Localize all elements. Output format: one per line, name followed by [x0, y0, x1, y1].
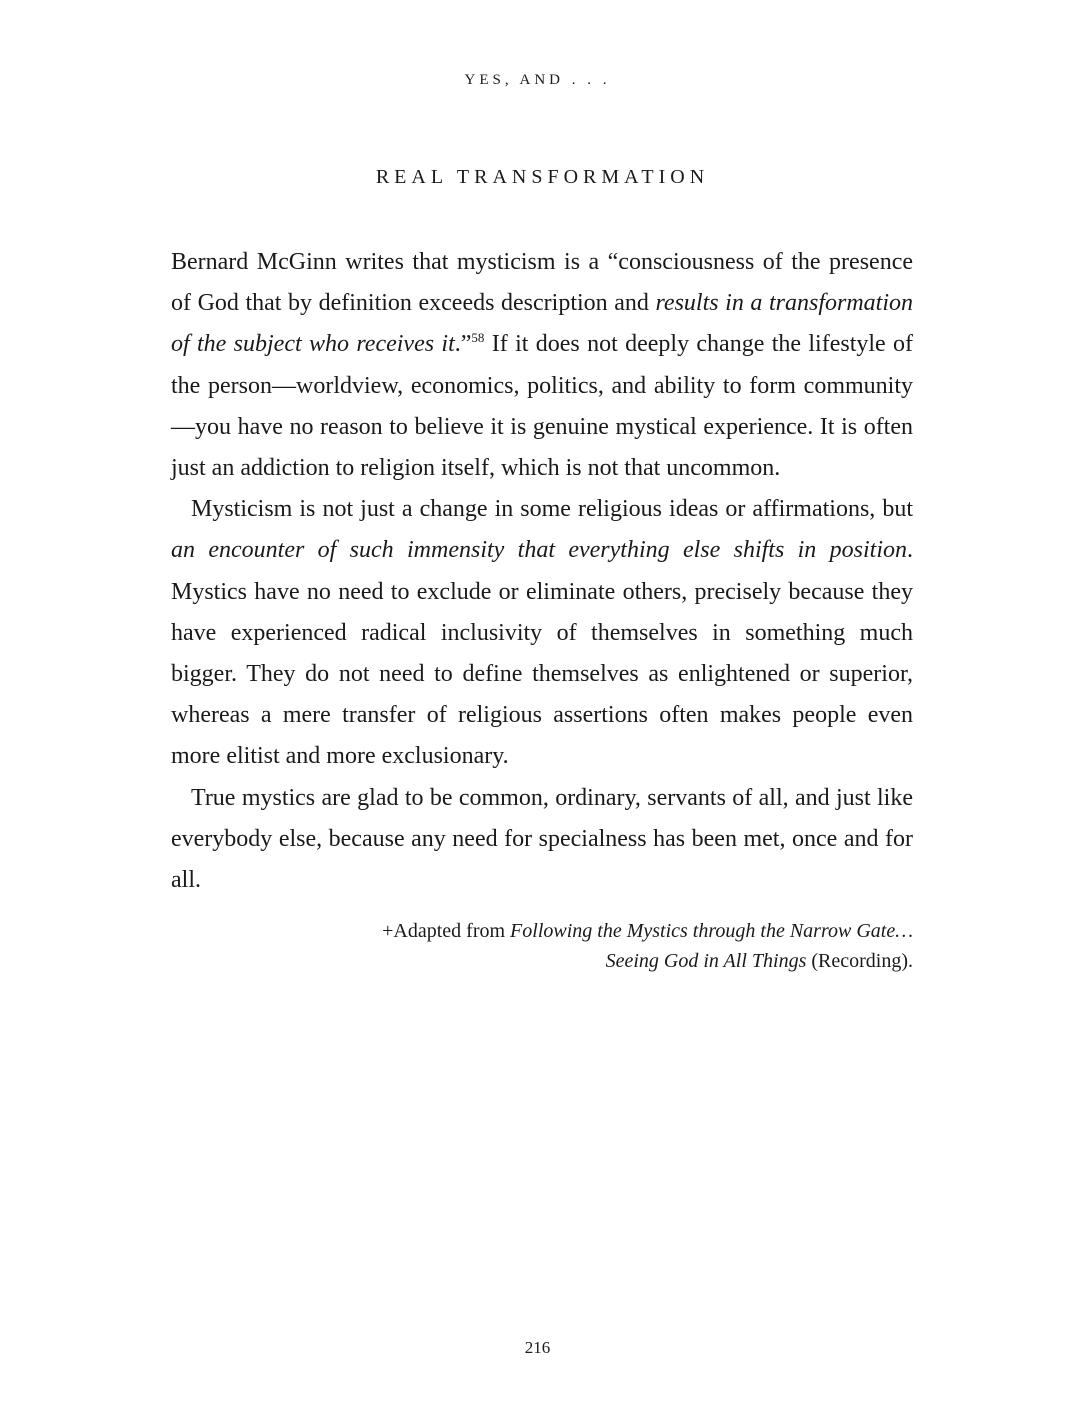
attribution-title-1: Following the Mystics through the Narrow Gate… [510, 920, 913, 942]
paragraph-1 [171, 242, 913, 489]
attribution-prefix: +Adapted from [382, 920, 511, 942]
paragraph-2-text-a: Mysticism is not just a change in some religious ideas or affirmations, but [191, 496, 913, 523]
attribution-line-1 [171, 916, 913, 946]
paragraph-1-text-b: .” [454, 331, 472, 358]
paragraph-2-italic: an encounter of such immensity that everything else shifts in position [171, 537, 907, 564]
footnote-ref[interactable]: 58 [471, 330, 485, 346]
attribution-title-2: Seeing God in All Things [605, 950, 807, 972]
paragraph-2-text-b: . Mystics have no need to exclude or eliminate others, precisely because they have experienced radical inclusivity of themselves in something much bigger. They do not need to define themselves as enlightened or superior, whereas a mere transfer of religious assertions often makes people even more elitist and more exclusionary. [171, 537, 913, 770]
paragraph-1-italic: results in a transformation of the subject who receives it [171, 290, 913, 358]
attribution-line-2 [171, 946, 913, 976]
attribution-suffix: (Recording). [806, 950, 913, 972]
paragraph-3: True mystics are glad to be common, ordinary, servants of all, and just like everybody else, because any need for specialness has been met, once and for all. [171, 784, 913, 894]
attribution [171, 916, 913, 976]
section-title: REAL TRANSFORMATION [375, 166, 710, 188]
running-head: YES, AND . . . [464, 72, 611, 88]
paragraph-2 [171, 489, 913, 777]
body-text [171, 242, 913, 901]
page-number: 216 [524, 1338, 551, 1357]
paragraph-1-text-c: If it does not deeply change the lifestyle of the person—worldview, economics, politics, and ability to form community—you have no reason to believe it is genuine mystical experience. It is often just an addiction to religion itself, which is not that uncommon. [171, 331, 914, 482]
paragraph-1-text-a: Bernard McGinn writes that mysticism is a “consciousness of the presence of God that by definition exceeds description and [171, 249, 913, 317]
